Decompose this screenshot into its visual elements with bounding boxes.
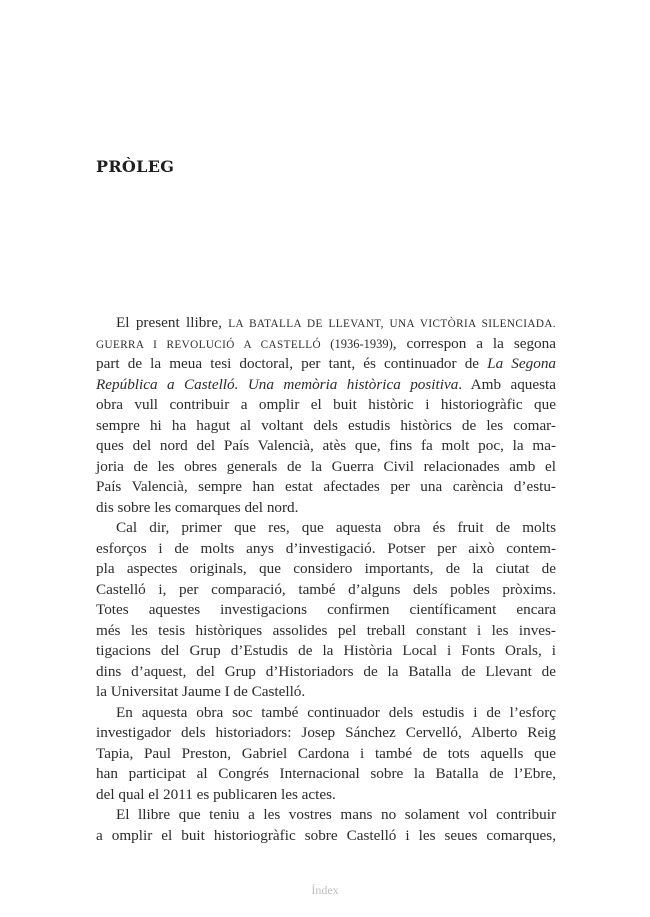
text-line-last: la Universitat Jaume I de Castelló. [96,683,306,700]
text-line [96,313,556,334]
text-line: El llibre que teniu a les vostres mans no solament vol contribuir [116,806,556,823]
text-line: sempre hi ha hagut al voltant dels estudis històrics de les comar- [96,416,556,434]
text-line: pla aspectes originals, que considero importants, de la ciutat de [96,560,556,577]
text-line: més les tesis històriques assolides pel treball constant i les inves- [96,621,556,639]
text-line: a omplir el buit historiogràfic sobre Castelló i les seues comarques, [96,826,556,844]
index-link[interactable]: Índex [311,883,339,897]
text-line: dins d’aquest, del Grup d’Historiadors de la Batalla de Llevant de [96,662,556,680]
text-line: País Valencià, sempre han estat afectades per una carència d’estu- [96,478,556,495]
text-line [96,375,556,396]
text-line: investigador dels historiadors: Josep Sánchez Cervelló, Alberto Reig [96,724,556,741]
book-title-years: (1936-1939) [321,336,393,351]
text-line: Cal dir, primer que res, que aquesta obra és fruit de molts [116,519,556,536]
text-span: part de la meua tesi doctoral, per tant, és continuador de [96,355,488,372]
book-title-smallcaps: GUERRA I REVOLUCIÓ A CASTELLÓ [96,338,322,351]
body-text [96,313,556,846]
text-line: ques del nord del País Valencià, atès que, fins fa molt poc, la ma- [96,437,556,454]
text-line: Castelló i, per comparació, també d’alguns dels pobles pròxims. [96,580,556,598]
text-line: han participat al Congrés Internacional sobre la Batalla de l’Ebre, [96,765,556,782]
chapter-heading: PRÒLEG [96,157,175,176]
text-span: El present llibre, [116,314,229,331]
text-line: tigacions del Grup d’Estudis de la Història Local i Fonts Orals, i [96,642,556,659]
book-title-smallcaps: LA BATALLA DE LLEVANT, UNA VICTÒRIA SILENCIADA. [228,318,556,330]
text-line: esforços i de molts anys d’investigació. Potser per això contem- [96,539,556,557]
text-line [96,334,556,355]
text-line: Totes aquestes investigacions confirmen científicament encara [96,601,556,618]
text-line-last: dis sobre les comarques del nord. [96,498,299,516]
text-span: , correspon a la segona [392,334,556,352]
text-line: obra vull contribuir a omplir el buit històric i historiogràfic que [96,396,556,413]
text-line-last: del qual el 2011 es publicaren les actes. [96,785,336,803]
text-line: joria de les obres generals de la Guerra Civil relacionades amb el [96,457,556,475]
text-line: Tapia, Paul Preston, Gabriel Cardona i també de tots aquells que [96,744,556,762]
text-line: En aquesta obra soc també continuador dels estudis i de l’esforç [116,703,556,721]
italic-title: República a Castelló. Una memòria històrica positiva [96,375,459,393]
text-span: . Amb aquesta [458,375,556,393]
italic-title: La Segona [487,355,556,372]
text-line [96,354,556,375]
